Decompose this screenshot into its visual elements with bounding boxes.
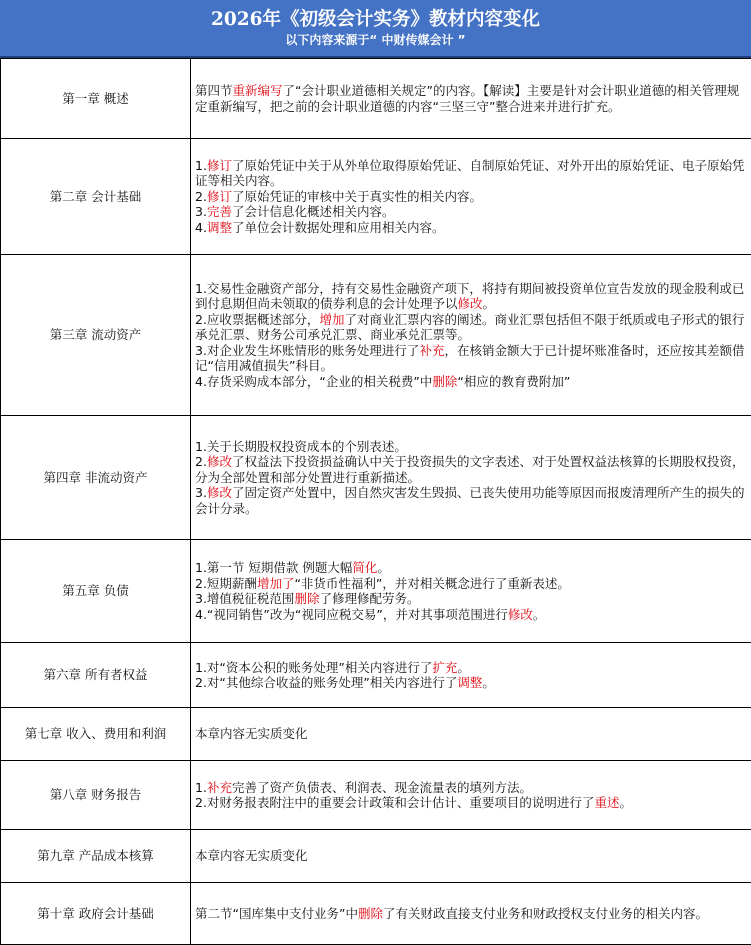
change-text: 了单位会计数据处理和应用相关内容。	[232, 220, 445, 235]
table-row	[1, 761, 751, 830]
content-cell	[191, 708, 751, 761]
change-text: 。	[457, 660, 470, 675]
change-text: 2.对财务报表附注中的重要会计政策和会计估计、重要项目的说明进行了	[195, 795, 594, 810]
chapter-cell: 第十章 政府会计基础	[1, 883, 191, 945]
change-item	[195, 439, 747, 455]
change-text: 1.交易性金融资产部分，持有交易性金融资产项下，将持有期间被投资单位宣告发放的现金股利或已到付息期但尚未领取的债券利息的会计处理予以	[195, 281, 744, 312]
change-text: 2.应收票据概述部分，	[195, 312, 319, 327]
content-cell	[191, 883, 751, 945]
change-text: 3.对企业发生坏账情形的账务处理进行了	[195, 343, 419, 358]
change-text: 本章内容无实质变化	[195, 848, 308, 863]
change-text: 。	[482, 675, 495, 690]
change-item	[195, 485, 747, 516]
chapter-cell: 第三章 流动资产	[1, 255, 191, 416]
table-row	[1, 59, 751, 139]
change-text: 2.	[195, 189, 207, 204]
change-text: “相应的教育费附加”	[457, 374, 570, 389]
change-text: 了对商业汇票内容的阐述。商业汇票包括但不限于纸质或电子形式的银行承兑汇票、财务公司承兑汇票、商业承兑汇票等。	[195, 312, 744, 343]
change-item	[195, 189, 747, 205]
change-keyword: 调整	[207, 220, 232, 235]
change-text: 了修理修配劳务。	[319, 591, 419, 606]
change-keyword: 补充	[207, 780, 232, 795]
change-item	[195, 560, 747, 576]
change-item	[195, 795, 747, 811]
change-keyword: 补充	[419, 343, 444, 358]
change-text: “非货币性福利”，并对相关概念进行了重新表述。	[294, 576, 569, 591]
change-keyword: 修改	[207, 485, 232, 500]
change-text: 。	[533, 607, 546, 622]
change-keyword: 扩充	[432, 660, 457, 675]
change-text: 4.“视同销售”改为“视同应税交易”，并对其事项范围进行	[195, 607, 508, 622]
content-cell	[191, 416, 751, 540]
change-text: 本章内容无实质变化	[195, 726, 308, 741]
change-text: 了会计信息化概述相关内容。	[232, 204, 395, 219]
change-item	[195, 576, 747, 592]
change-text: 第四节	[195, 83, 233, 98]
chapter-cell: 第五章 负债	[1, 540, 191, 643]
change-text: 第二节“国库集中支付业务”中	[195, 906, 358, 921]
change-item	[195, 312, 747, 343]
change-text: 了有关财政直接支付业务和财政授权支付业务的相关内容。	[383, 906, 708, 921]
change-item	[195, 374, 747, 390]
change-text: 2.对“其他综合收益的账务处理”相关内容进行了	[195, 675, 457, 690]
change-text: 完善了资产负债表、利润表、现金流量表的填列方法。	[232, 780, 532, 795]
change-item	[195, 220, 747, 236]
table-row	[1, 255, 751, 416]
table-row	[1, 139, 751, 255]
change-text: 。	[483, 296, 496, 311]
changes-table	[0, 58, 751, 945]
chapter-cell: 第八章 财务报告	[1, 761, 191, 830]
content-cell	[191, 139, 751, 255]
chapter-cell: 第六章 所有者权益	[1, 643, 191, 708]
change-keyword: 修订	[207, 158, 232, 173]
change-text: 2.短期薪酬	[195, 576, 257, 591]
change-keyword: 调整	[457, 675, 482, 690]
change-item	[195, 83, 747, 114]
content-cell	[191, 59, 751, 139]
change-item	[195, 848, 747, 864]
table-row	[1, 883, 751, 945]
chapter-cell: 第四章 非流动资产	[1, 416, 191, 540]
change-keyword: 删除	[294, 591, 319, 606]
content-cell	[191, 540, 751, 643]
change-keyword: 增加	[319, 312, 344, 327]
change-keyword: 修改	[207, 454, 232, 469]
change-keyword: 增加了	[257, 576, 295, 591]
change-keyword: 完善	[207, 204, 232, 219]
change-text: 1.	[195, 158, 207, 173]
change-text: 了固定资产处置中，因自然灾害发生毁损、已丧失使用功能等原因而报废清理所产生的损失的会计分录。	[195, 485, 744, 516]
change-text: 了权益法下投资损益确认中关于投资损失的文字表述、对于处置权益法核算的长期股权投资，分为全部处置和部分处置进行重新描述。	[195, 454, 744, 485]
change-text: 3.增值税征税范围	[195, 591, 294, 606]
page-title: 2026年《初级会计实务》教材内容变化	[0, 0, 751, 32]
change-text: 1.关于长期股权投资成本的个别表述。	[195, 439, 407, 454]
change-keyword: 重述	[594, 795, 619, 810]
table-row	[1, 416, 751, 540]
change-item	[195, 726, 747, 742]
change-text: 3.	[195, 204, 207, 219]
change-item	[195, 780, 747, 796]
change-text: 。	[377, 560, 390, 575]
change-keyword: 简化	[352, 560, 377, 575]
change-keyword: 重新编写	[233, 83, 283, 98]
chapter-cell: 第一章 概述	[1, 59, 191, 139]
chapter-cell: 第七章 收入、费用和利润	[1, 708, 191, 761]
change-text: 1.第一节 短期借款 例题大幅	[195, 560, 352, 575]
change-keyword: 修订	[207, 189, 232, 204]
change-text: 4.存货采购成本部分，“企业的相关税费”中	[195, 374, 432, 389]
table-row	[1, 643, 751, 708]
change-text: ，在核销金额大于已计提坏账准备时，还应按其差额借记“信用减值损失”科目。	[195, 343, 744, 374]
content-cell	[191, 761, 751, 830]
content-cell	[191, 643, 751, 708]
change-keyword: 删除	[432, 374, 457, 389]
header-banner	[0, 0, 751, 58]
chapter-cell: 第九章 产品成本核算	[1, 830, 191, 883]
table-row	[1, 708, 751, 761]
change-item	[195, 281, 747, 312]
change-text: 了原始凭证中关于从外单位取得原始凭证、自制原始凭证、对外开出的原始凭证、电子原始凭证等相关内容。	[195, 158, 744, 189]
change-text: 了“会计职业道德相关规定”的内容。【解读】主要是针对会计职业道德的相关管理规定重新编写，把之前的会计职业道德的内容“三坚三守”整合进来并进行扩充。	[195, 83, 739, 114]
change-keyword: 修改	[508, 607, 533, 622]
change-text: 了原始凭证的审核中关于真实性的相关内容。	[232, 189, 482, 204]
content-cell	[191, 830, 751, 883]
change-text: 2.	[195, 454, 207, 469]
page-subtitle: 以下内容来源于“ 中财传媒会计 ”	[0, 32, 751, 48]
change-text: 3.	[195, 485, 207, 500]
change-text: 1.	[195, 780, 207, 795]
table-row	[1, 540, 751, 643]
change-text: 4.	[195, 220, 207, 235]
chapter-cell: 第二章 会计基础	[1, 139, 191, 255]
table-row	[1, 830, 751, 883]
change-item	[195, 591, 747, 607]
change-item	[195, 454, 747, 485]
change-item	[195, 204, 747, 220]
changes-table-body	[1, 59, 751, 945]
change-item	[195, 906, 747, 922]
change-item	[195, 660, 747, 676]
change-item	[195, 158, 747, 189]
change-item	[195, 343, 747, 374]
change-keyword: 删除	[358, 906, 383, 921]
change-item	[195, 675, 747, 691]
change-keyword: 修改	[458, 296, 483, 311]
content-cell	[191, 255, 751, 416]
change-text: 。	[619, 795, 632, 810]
change-item	[195, 607, 747, 623]
change-text: 1.对“资本公积的账务处理”相关内容进行了	[195, 660, 432, 675]
